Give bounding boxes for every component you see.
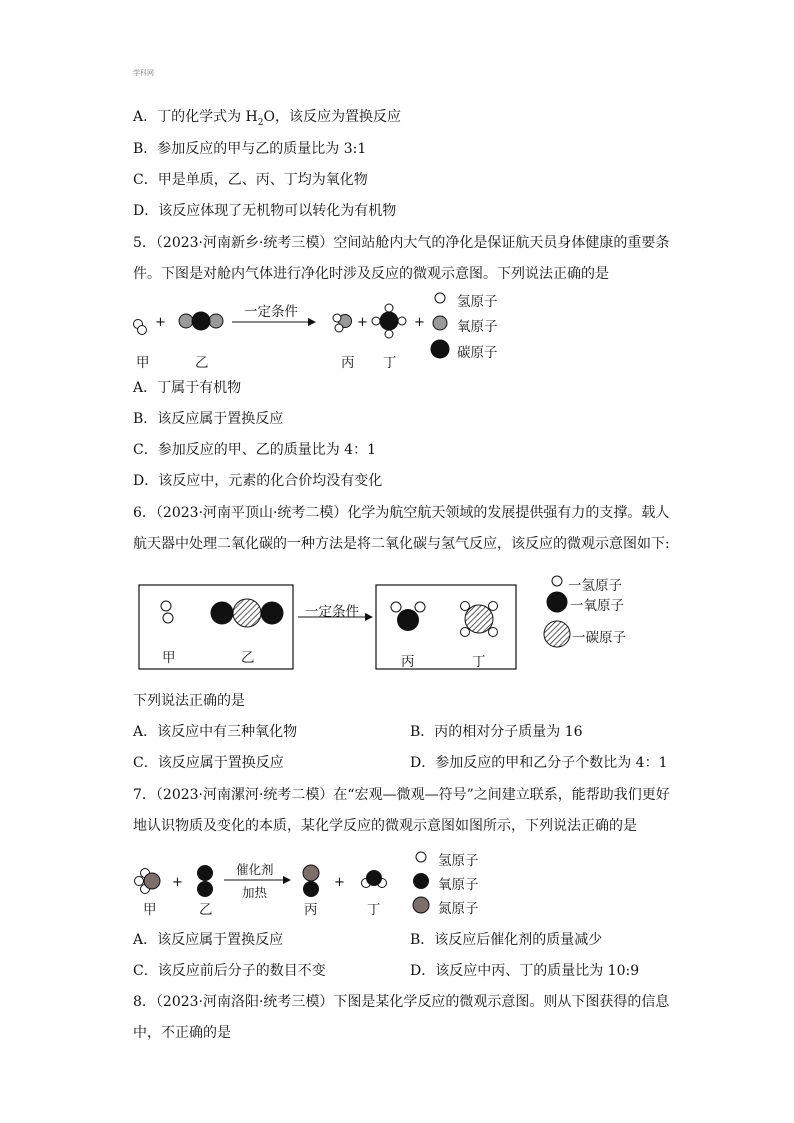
q5-option-b: B．该反应属于置换反应 — [133, 411, 284, 427]
carbon-atom-icon — [544, 621, 570, 647]
q5-option-c: C．参加反应的甲、乙的质量比为 4：1 — [133, 442, 376, 458]
q6-legend-hydrogen: 一氢原子 — [568, 578, 622, 594]
q5-molecule-yi — [179, 312, 223, 331]
q6-label-bing: 丙 — [401, 654, 415, 670]
q7-stem-line1: 7．（2023·河南漯河·统考二模）在“宏观—微观—符号”之间建立联系，能帮助我们更好 — [133, 787, 670, 803]
q6-question-prompt: 下列说法正确的是 — [133, 693, 245, 709]
q6-option-b: B．丙的相对分子质量为 16 — [410, 724, 583, 740]
q5-legend — [431, 293, 450, 359]
q6-molecule-bing — [391, 602, 425, 631]
q5-stem-line2: 件。下图是对舱内气体进行净化时涉及反应的微观示意图。下列说法正确的是 — [133, 266, 609, 282]
q7-legend — [413, 852, 429, 913]
q5-stem-line1: 5．（2023·河南新乡·统考三模）空间站舱内大气的净化是保证航天员身体健康的重要条 — [133, 235, 670, 251]
q6-stem-line1: 6．（2023·河南平顶山·统考二模）化学为航空航天领域的发展提供强有力的支撑。载人 — [133, 505, 670, 521]
q5-label-bing: 丙 — [341, 355, 355, 371]
q7-molecule-yi — [197, 865, 213, 897]
q5-condition-label: 一定条件 — [244, 304, 298, 320]
q5-label-ding: 丁 — [383, 355, 397, 371]
svg-text:+: + — [172, 875, 183, 890]
carbon-atom-icon — [431, 340, 450, 359]
q7-stem-line2: 地认识物质及变化的本质，某化学反应的微观示意图如图所示，下列说法正确的是 — [133, 818, 637, 834]
oxygen-atom-icon — [433, 316, 447, 330]
q5-option-d: D．该反应中，元素的化合价均没有变化 — [133, 473, 383, 489]
q5-legend-oxygen: 氧原子 — [457, 319, 498, 335]
q6-legend-oxygen: 一氧原子 — [570, 598, 624, 614]
svg-text:+: + — [334, 875, 345, 890]
q7-label-jia: 甲 — [143, 902, 157, 918]
q6-label-yi: 乙 — [241, 650, 255, 666]
svg-text:+: + — [357, 315, 368, 330]
q7-molecule-jia — [135, 869, 161, 894]
q5-label-jia: 甲 — [136, 355, 150, 371]
q7-label-bing: 丙 — [304, 902, 318, 918]
q4-option-b: B．参加反应的甲与乙的质量比为 3:1 — [133, 141, 367, 157]
q7-option-d: D．该反应中丙、丁的质量比为 10:9 — [410, 963, 640, 979]
q5-molecule-bing — [333, 314, 352, 332]
q7-molecule-bing — [303, 865, 319, 897]
q6-stem-line2: 航天器中处理二氧化碳的一种方法是将二氧化碳与氢气反应，该反应的微观示意图如下: — [133, 536, 670, 552]
q8-stem-line2: 中，不正确的是 — [133, 1025, 231, 1041]
q6-option-a: A．该反应中有三种氧化物 — [133, 724, 298, 740]
logo-text: 学科网 — [133, 69, 154, 77]
svg-text:+: + — [155, 315, 166, 330]
q5-option-a: A．丁属于有机物 — [133, 380, 242, 396]
q5-label-yi: 乙 — [195, 355, 209, 371]
q6-molecule-jia — [161, 601, 173, 623]
q6-legend-carbon: 一碳原子 — [572, 630, 626, 646]
q7-legend-nitrogen: 氮原子 — [438, 901, 479, 917]
nitrogen-atom-icon — [413, 897, 429, 913]
q7-label-yi: 乙 — [199, 902, 213, 918]
q7-label-ding: 丁 — [367, 902, 381, 918]
q5-molecule-jia — [134, 320, 147, 335]
q4-option-d: D．该反应体现了无机物可以转化为有机物 — [133, 203, 397, 219]
q7-legend-oxygen: 氧原子 — [438, 877, 479, 893]
q4-option-a-rest: O，该反应为置换反应 — [263, 109, 401, 125]
q6-molecule-ding — [461, 602, 498, 637]
q8-stem-line1: 8．（2023·河南洛阳·统考三模）下图是某化学反应的微观示意图。则从下图获得的信息 — [133, 994, 670, 1010]
q5-molecule-ding — [372, 304, 406, 338]
hydrogen-atom-icon — [435, 293, 445, 303]
svg-text:+: + — [414, 315, 425, 330]
oxygen-atom-icon — [547, 592, 568, 613]
q4-option-a-text: A．丁的化学式为 H — [133, 109, 258, 125]
q7-catalyst-label: 催化剂 — [236, 862, 274, 877]
q7-molecule-ding — [362, 870, 387, 888]
q6-option-d: D．参加反应的甲和乙分子个数比为 4：1 — [410, 755, 668, 771]
q6-molecule-yi — [211, 599, 284, 627]
q7-legend-hydrogen: 氢原子 — [438, 853, 479, 869]
oxygen-atom-icon — [413, 873, 429, 889]
q6-legend — [544, 576, 570, 647]
q7-option-c: C．该反应前后分子的数目不变 — [133, 963, 326, 979]
hydrogen-atom-icon — [552, 576, 562, 586]
q6-label-jia: 甲 — [162, 650, 176, 666]
q5-legend-carbon: 碳原子 — [457, 345, 498, 361]
q6-reaction-diagram — [139, 576, 570, 669]
q5-legend-hydrogen: 氢原子 — [457, 294, 498, 310]
q7-option-b: B．该反应后催化剂的质量减少 — [410, 932, 603, 948]
q7-option-a: A．该反应属于置换反应 — [133, 932, 284, 948]
q4-option-c: C．甲是单质，乙、丙、丁均为氧化物 — [133, 172, 368, 188]
q6-option-c: C．该反应属于置换反应 — [133, 755, 284, 771]
q4-option-a-sub: 2 — [257, 117, 264, 128]
hydrogen-atom-icon — [416, 852, 426, 862]
q7-heat-label: 加热 — [242, 885, 268, 900]
q6-product-box — [376, 585, 516, 669]
q6-label-ding: 丁 — [472, 654, 486, 670]
q6-condition-label: 一定条件 — [305, 604, 359, 620]
